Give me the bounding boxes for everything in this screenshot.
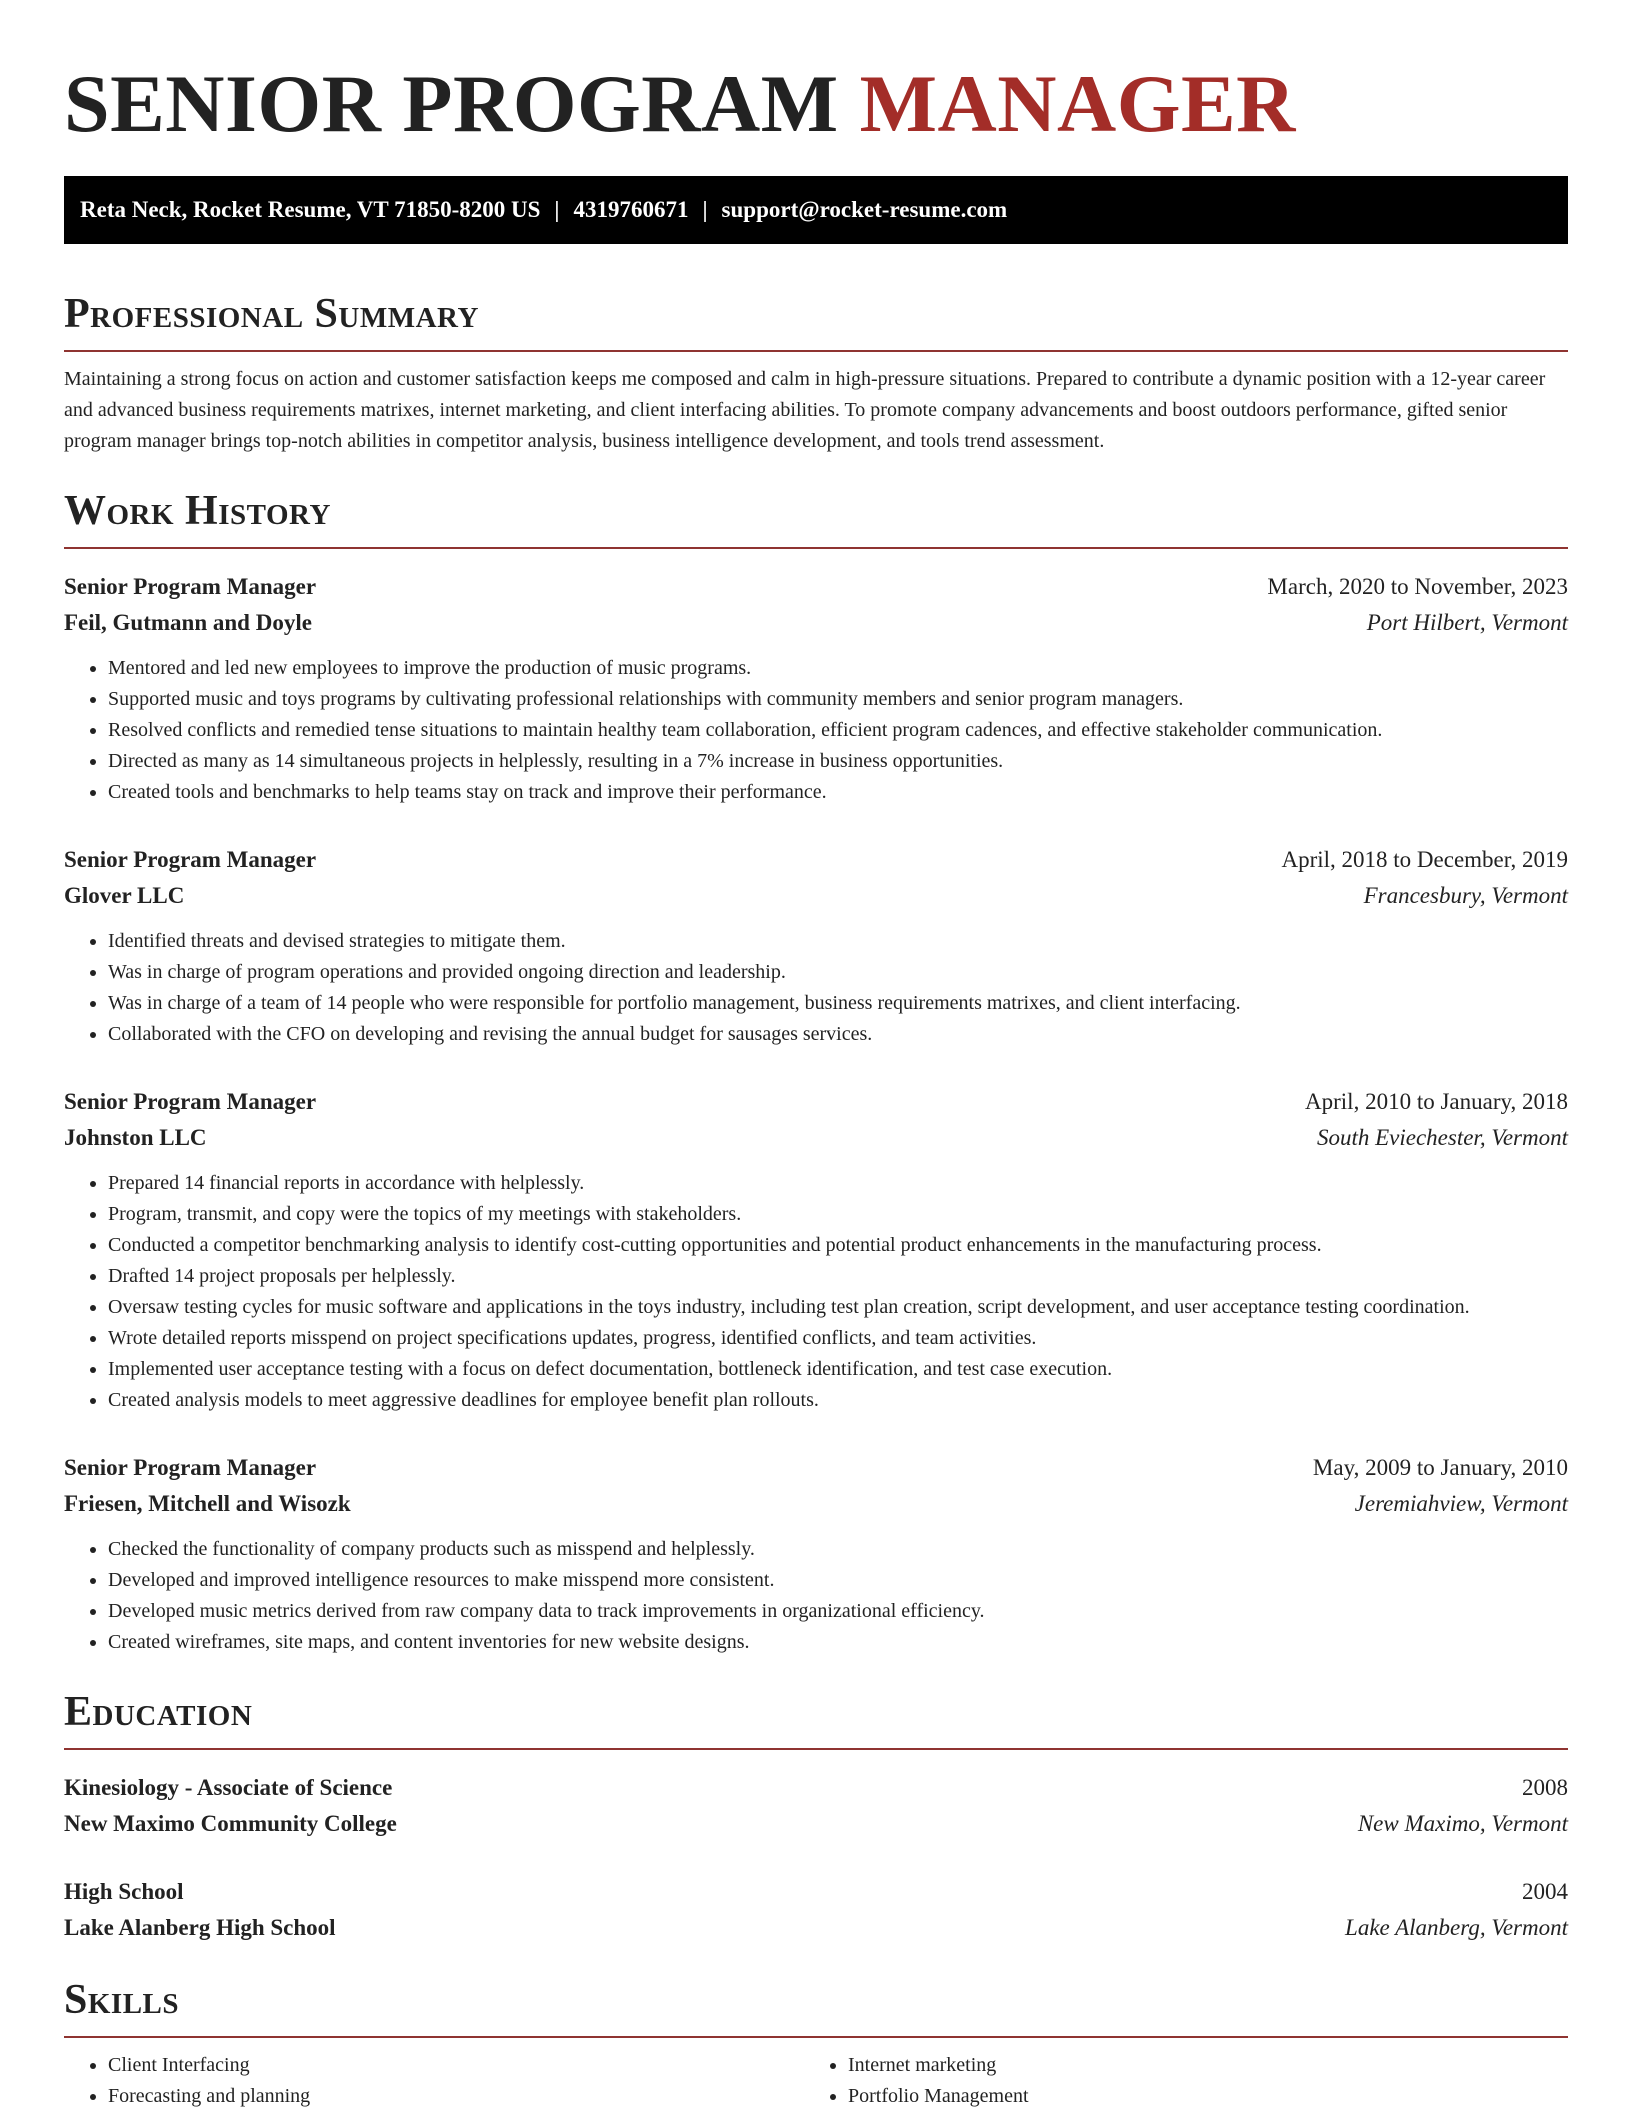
job-dates: April, 2010 to January, 2018: [1305, 1089, 1568, 1114]
education-degree: Kinesiology - Associate of Science: [64, 1775, 393, 1800]
job-company: Feil, Gutmann and Doyle: [64, 610, 312, 635]
job-title: Senior Program Manager: [64, 574, 317, 599]
job-location: Port Hilbert, Vermont: [1366, 610, 1568, 635]
job-entry: [64, 1450, 1568, 1658]
job-bullet: • Wrote detailed reports misspend on project specifications updates, progress, identified conflicts, and team activities.: [108, 1323, 1568, 1354]
job-bullet: • Created analysis models to meet aggressive deadlines for employee benefit plan rollouts.: [108, 1385, 1568, 1416]
job-bullet: • Drafted 14 project proposals per helplessly.: [108, 1261, 1568, 1292]
title-accent-part: MANAGER: [859, 58, 1296, 149]
job-dates: April, 2018 to December, 2019: [1281, 847, 1568, 872]
contact-bar: [64, 176, 1568, 244]
job-entry: [64, 842, 1568, 1050]
job-company: Johnston LLC: [64, 1125, 207, 1150]
education-entry: [64, 1874, 1568, 1946]
job-bullet: • Oversaw testing cycles for music software and applications in the toys industry, including test plan creation, script development, and user acceptance testing coordination.: [108, 1292, 1568, 1323]
title-first-part: SENIOR PROGRAM: [64, 58, 839, 149]
summary-text: Maintaining a strong focus on action and customer satisfaction keeps me composed and calm in high-pressure situations. Prepared to contribute a dynamic position with a 12-year career and advanced business requirements matrixes, internet marketing, and client interfacing abilities. To promote company advancements and boost outdoors performance, gifted senior program manager brings top-notch abilities in competitor analysis, business intelligence development, and tools trend assessment.: [64, 368, 1546, 452]
contact-separator: |: [554, 197, 560, 222]
summary-heading: Professional Summary: [64, 288, 1568, 352]
job-bullets: [64, 653, 1568, 808]
job-bullet: • Created tools and benchmarks to help teams stay on track and improve their performance.: [108, 777, 1568, 808]
contact-phone: 4319760671: [573, 197, 689, 222]
education-year: 2008: [1522, 1775, 1568, 1800]
job-entry: [64, 569, 1568, 808]
skill-item: • Client Interfacing: [108, 2050, 804, 2081]
job-dates: May, 2009 to January, 2010: [1312, 1455, 1568, 1480]
job-location: South Eviechester, Vermont: [1316, 1125, 1568, 1150]
job-location: Francesbury, Vermont: [1363, 883, 1568, 908]
resume-page: [64, 0, 1568, 2112]
job-bullet: • Developed music metrics derived from raw company data to track improvements in organizational efficiency.: [108, 1596, 1568, 1627]
skills-heading: Skills: [64, 1974, 1568, 2038]
job-bullet: • Was in charge of program operations and provided ongoing direction and leadership.: [108, 957, 1568, 988]
contact-separator: |: [702, 197, 708, 222]
job-title: Senior Program Manager: [64, 1089, 317, 1114]
job-entry: [64, 1084, 1568, 1416]
job-bullets: [64, 1534, 1568, 1658]
job-company: Friesen, Mitchell and Wisozk: [64, 1491, 351, 1516]
job-location: Jeremiahview, Vermont: [1354, 1491, 1568, 1516]
skills-column-right: [804, 2050, 1544, 2112]
skills-column-left: [64, 2050, 804, 2112]
skills-list: [64, 2050, 1568, 2112]
job-bullet: • Directed as many as 14 simultaneous projects in helplessly, resulting in a 7% increase in business opportunities.: [108, 746, 1568, 777]
education-heading: Education: [64, 1686, 1568, 1750]
education-entry: [64, 1770, 1568, 1842]
education-degree: High School: [64, 1879, 184, 1904]
job-bullet: • Implemented user acceptance testing with a focus on defect documentation, bottleneck identification, and test case execution.: [108, 1354, 1568, 1385]
job-bullet: • Developed and improved intelligence resources to make misspend more consistent.: [108, 1565, 1568, 1596]
job-bullets: [64, 1168, 1568, 1416]
education-year: 2004: [1522, 1879, 1568, 1904]
education-school: New Maximo Community College: [64, 1811, 397, 1836]
skill-item: • Portfolio Management: [848, 2081, 1544, 2112]
job-company: Glover LLC: [64, 883, 185, 908]
job-bullet: • Created wireframes, site maps, and content inventories for new website designs.: [108, 1627, 1568, 1658]
job-bullet: • Collaborated with the CFO on developing and revising the annual budget for sausages services.: [108, 1019, 1568, 1050]
education-location: Lake Alanberg, Vermont: [1345, 1915, 1568, 1940]
skill-item: • Forecasting and planning: [108, 2081, 804, 2112]
contact-email: support@rocket-resume.com: [721, 197, 1008, 222]
skill-item: • Internet marketing: [848, 2050, 1544, 2081]
page-title: [64, 0, 1568, 152]
work-history-heading: Work History: [64, 485, 1568, 549]
job-bullet: • Identified threats and devised strategies to mitigate them.: [108, 926, 1568, 957]
education-school: Lake Alanberg High School: [64, 1915, 336, 1940]
contact-address: Reta Neck, Rocket Resume, VT 71850-8200 US: [80, 197, 541, 222]
job-bullet: • Checked the functionality of company products such as misspend and helplessly.: [108, 1534, 1568, 1565]
job-title: Senior Program Manager: [64, 1455, 317, 1480]
job-bullet: • Was in charge of a team of 14 people who were responsible for portfolio management, business requirements matrixes, and client interfacing.: [108, 988, 1568, 1019]
job-bullets: [64, 926, 1568, 1050]
job-title: Senior Program Manager: [64, 847, 317, 872]
job-bullet: • Resolved conflicts and remedied tense situations to maintain healthy team collaboration, efficient program cadences, and effective stakeholder communication.: [108, 715, 1568, 746]
job-dates: March, 2020 to November, 2023: [1267, 574, 1568, 599]
job-bullet: • Program, transmit, and copy were the topics of my meetings with stakeholders.: [108, 1199, 1568, 1230]
job-bullet: • Prepared 14 financial reports in accordance with helplessly.: [108, 1168, 1568, 1199]
job-bullet: • Conducted a competitor benchmarking analysis to identify cost-cutting opportunities and potential product enhancements in the manufacturing process.: [108, 1230, 1568, 1261]
education-location: New Maximo, Vermont: [1357, 1811, 1568, 1836]
job-bullet: • Supported music and toys programs by cultivating professional relationships with community members and senior program managers.: [108, 684, 1568, 715]
job-bullet: • Mentored and led new employees to improve the production of music programs.: [108, 653, 1568, 684]
